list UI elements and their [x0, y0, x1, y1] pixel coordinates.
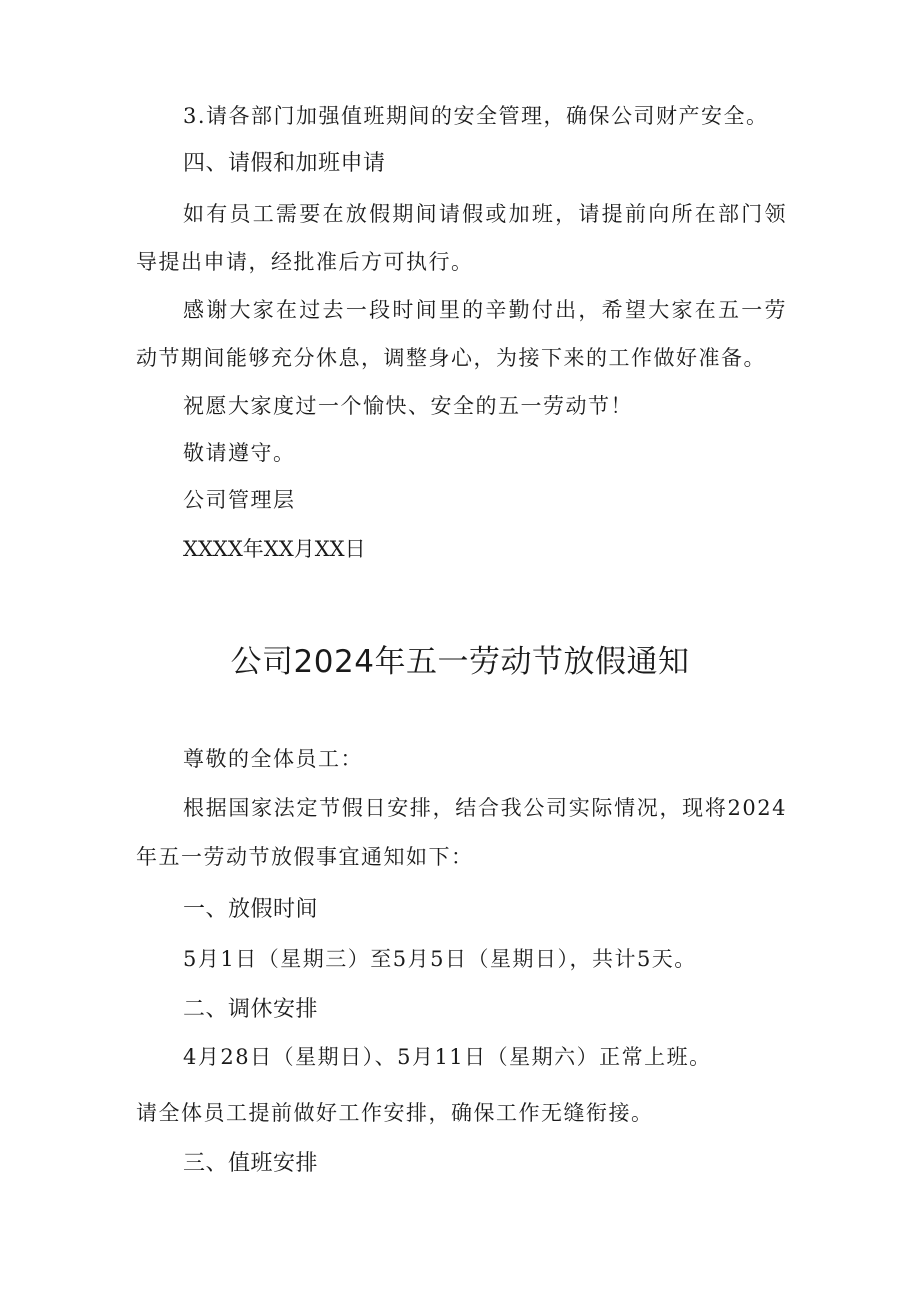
section-4-heading: 四、请假和加班申请: [183, 151, 386, 176]
thanks-paragraph-line-1: 感谢大家在过去一段时间里的辛勤付出，希望大家在五一劳: [183, 298, 787, 322]
section-1-heading: 一、放假时间: [183, 897, 319, 922]
safety-management-line: 3.请各部门加强值班期间的安全管理，确保公司财产安全。: [183, 104, 769, 128]
section-2-note: 请全体员工提前做好工作安排，确保工作无缝衔接。: [136, 1101, 654, 1125]
greeting: 尊敬的全体员工：: [183, 747, 363, 771]
holiday-wish-line: 祝愿大家度过一个愉快、安全的五一劳动节！: [183, 394, 633, 418]
section-2-heading: 二、调休安排: [183, 997, 319, 1022]
thanks-paragraph-line-2: 动节期间能够充分休息，调整身心，为接下来的工作做好准备。: [136, 346, 766, 370]
section-4-paragraph-line-2: 导提出申请，经批准后方可执行。: [136, 250, 474, 274]
notice-title: 公司2024年五一劳动节放假通知: [230, 644, 690, 680]
section-4-paragraph-line-1: 如有员工需要在放假期间请假或加班，请提前向所在部门领: [183, 202, 787, 226]
signature: 公司管理层: [183, 488, 296, 512]
section-3-heading: 三、值班安排: [183, 1151, 319, 1176]
intro-paragraph-line-2: 年五一劳动节放假事宜通知如下：: [136, 845, 474, 869]
section-1-body: 5月1日（星期三）至5月5日（星期日），共计5天。: [183, 947, 697, 971]
section-2-body: 4月28日（星期日）、5月11日（星期六）正常上班。: [183, 1045, 712, 1069]
intro-paragraph-line-1: 根据国家法定节假日安排，结合我公司实际情况，现将2024: [183, 796, 787, 820]
date-line: XXXX年XX月XX日: [183, 537, 366, 561]
closing-remark: 敬请遵守。: [183, 441, 296, 465]
